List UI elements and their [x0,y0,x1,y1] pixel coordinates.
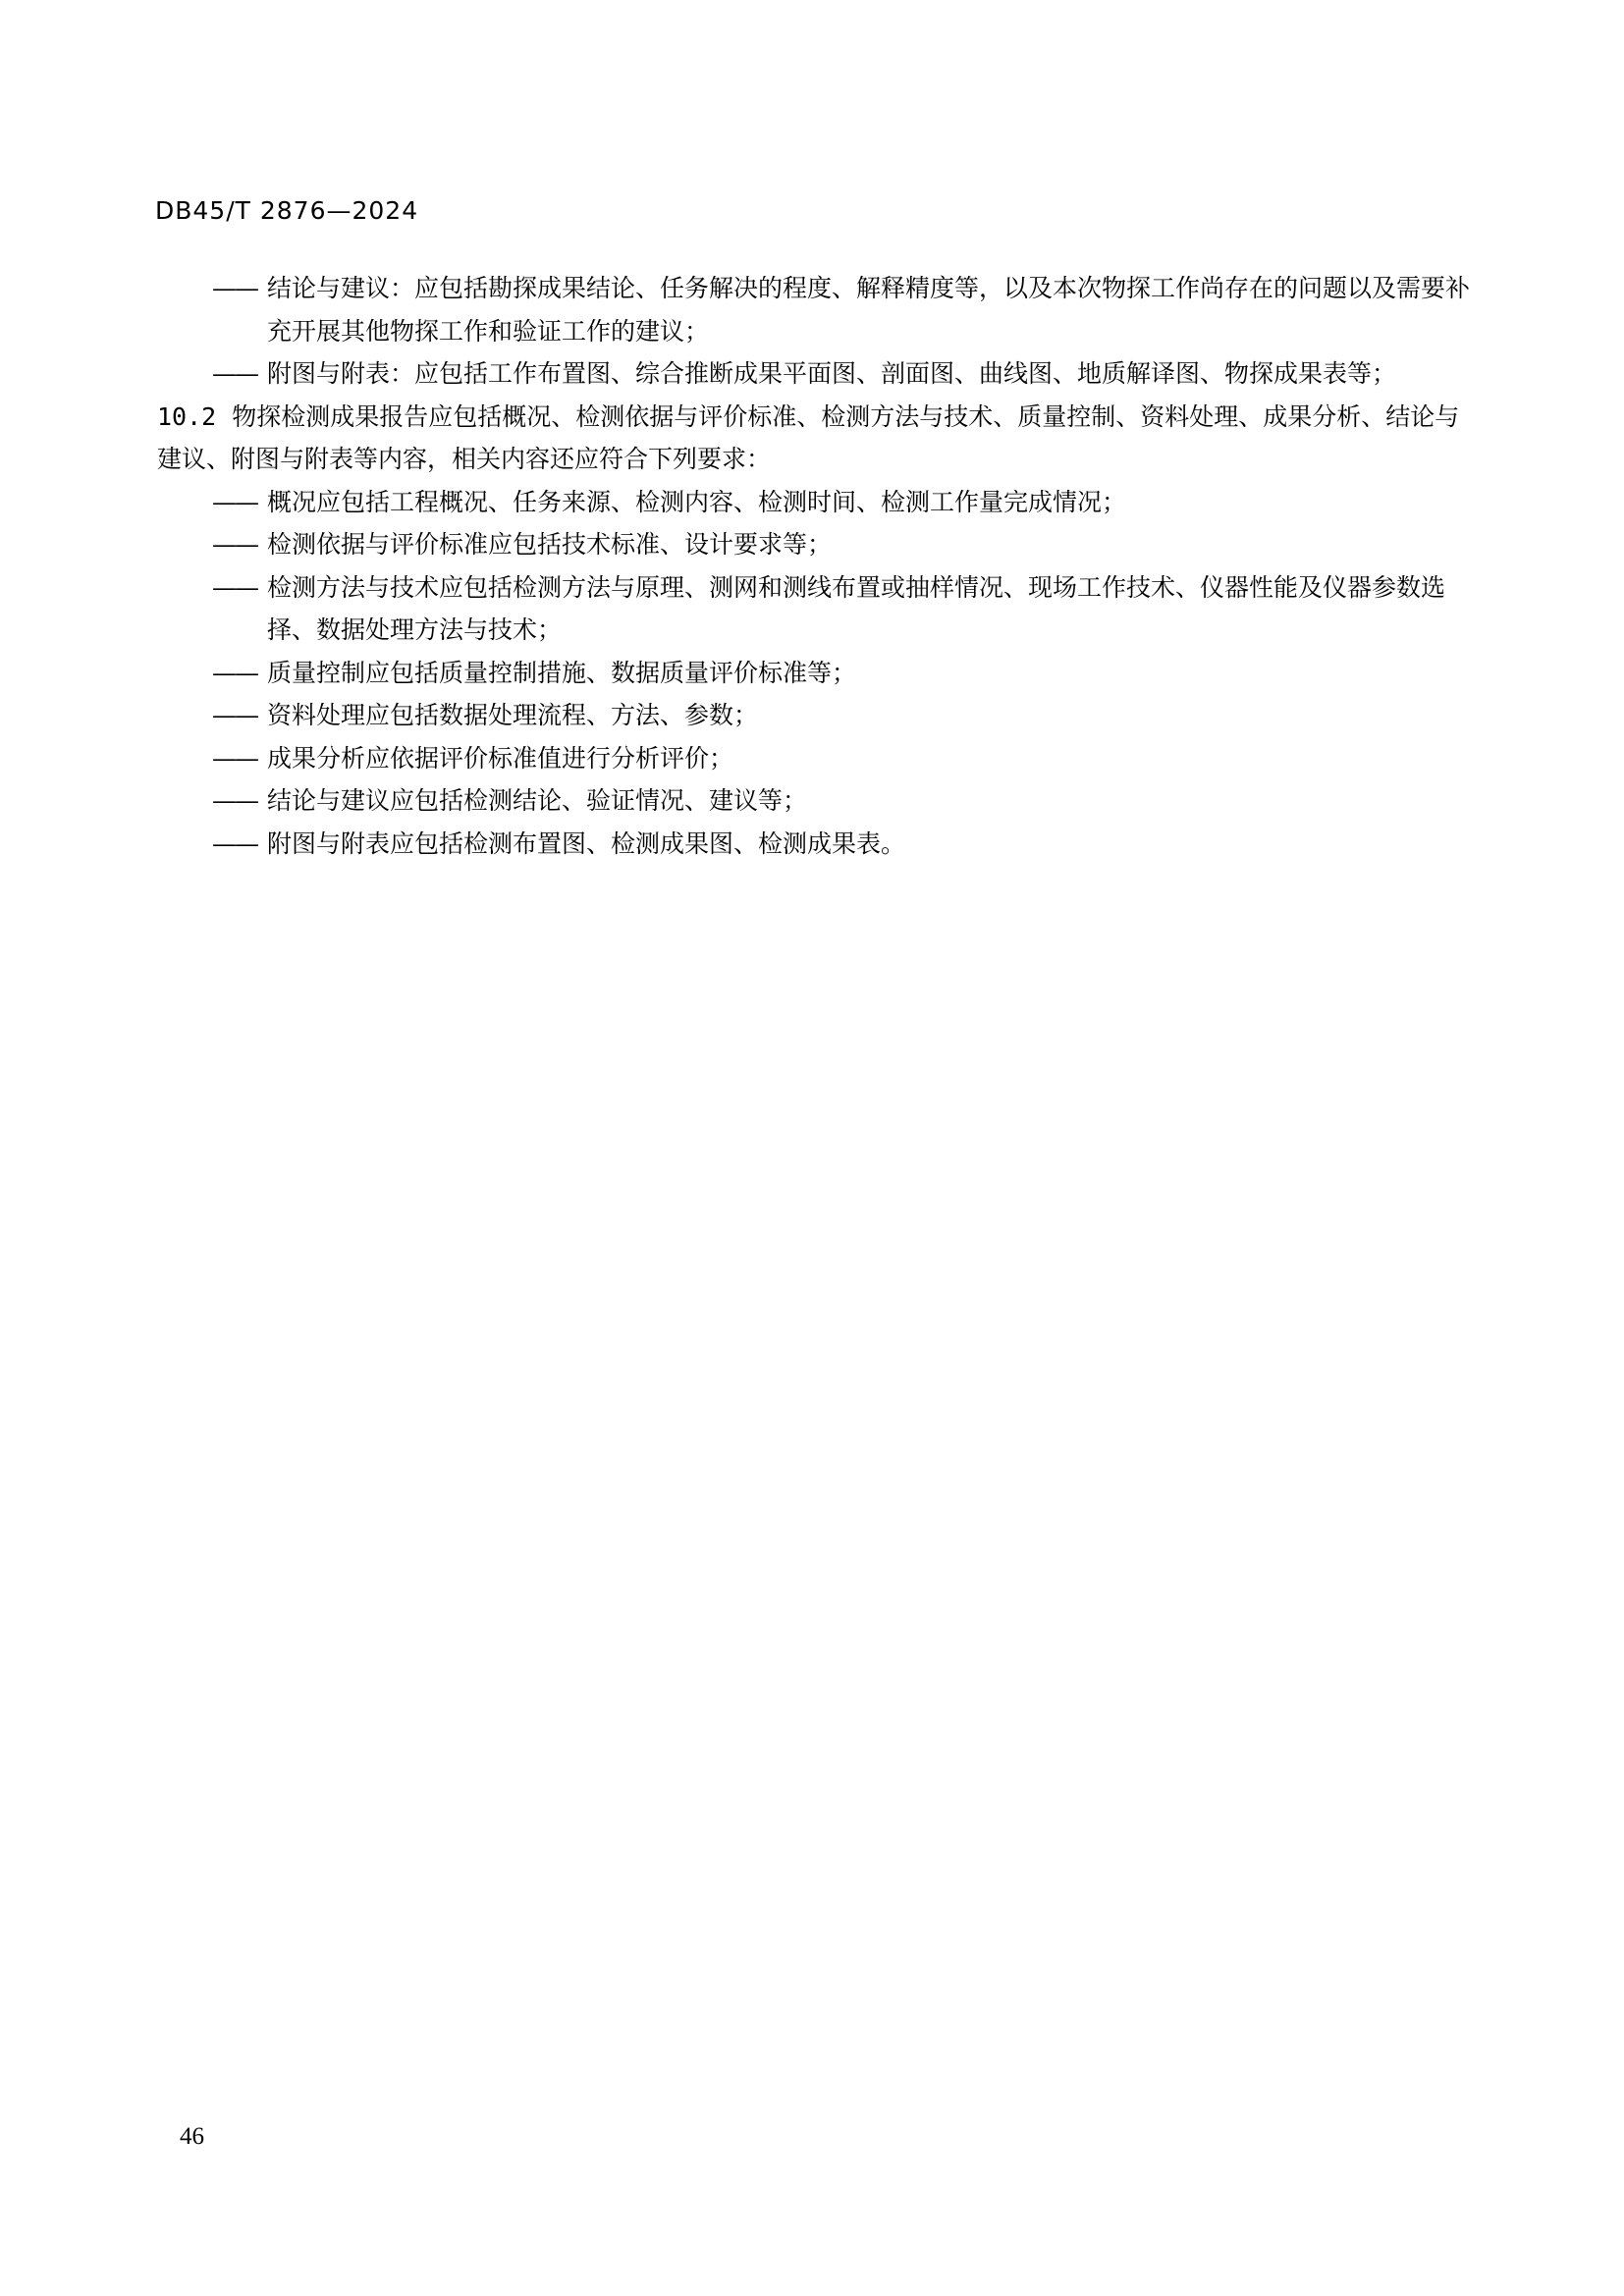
list-dash: —— [212,658,257,687]
list-dash: —— [212,572,257,602]
list-item [157,352,1473,396]
list-item [157,267,1473,352]
list-item-text: 质量控制应包括质量控制措施、数据质量评价标准等； [267,658,857,687]
list-dash: —— [212,786,257,815]
list-item [157,694,1473,737]
list-item-text: 概况应包括工程概况、任务来源、检测内容、检测时间、检测工作量完成情况； [267,487,1127,516]
list-dash: —— [212,701,257,729]
list-item-text: 资料处理应包括数据处理流程、方法、参数； [267,701,759,729]
list-item-text: 检测依据与评价标准应包括技术标准、设计要求等； [267,530,833,559]
list-item [157,481,1473,524]
list-item-text: 成果分析应依据评价标准值进行分析评价； [267,743,734,773]
list-dash: —— [212,359,257,388]
list-item-text: 附图与附表：应包括工作布置图、综合推断成果平面图、剖面图、曲线图、地质解译图、物探成果表等； [267,359,1397,388]
list-dash: —— [212,274,257,302]
list-item [157,523,1473,566]
list-dash: —— [212,530,257,559]
list-dash: —— [212,828,257,858]
list-item-text: 检测方法与技术应包括检测方法与原理、测网和测线布置或抽样情况、现场工作技术、仪器性能及仪器参数选择、数据处理方法与技术； [267,572,1446,644]
clause-10-2 [157,396,1473,481]
list-item-text: 结论与建议：应包括勘探成果结论、任务解决的程度、解释精度等，以及本次物探工作尚存在的问题以及需要补充开展其他物探工作和验证工作的建议； [267,274,1471,346]
list-dash: —— [212,487,257,516]
list-item [157,652,1473,695]
list-item [157,737,1473,780]
list-item [157,566,1473,652]
list-item-text: 附图与附表应包括检测布置图、检测成果图、检测成果表。 [267,828,906,858]
clause-text: 物探检测成果报告应包括概况、检测依据与评价标准、检测方法与技术、质量控制、资料处理、成果分析、结论与建议、附图与附表等内容，相关内容还应符合下列要求： [157,401,1460,473]
list-dash: —— [212,743,257,773]
document-code: DB45/T 2876—2024 [155,196,419,225]
list-item [157,779,1473,823]
document-body [157,267,1473,865]
list-item-text: 结论与建议应包括检测结论、验证情况、建议等； [267,786,808,815]
clause-number: 10.2 [157,401,217,431]
list-item [157,823,1473,866]
page-number: 46 [180,2123,204,2150]
